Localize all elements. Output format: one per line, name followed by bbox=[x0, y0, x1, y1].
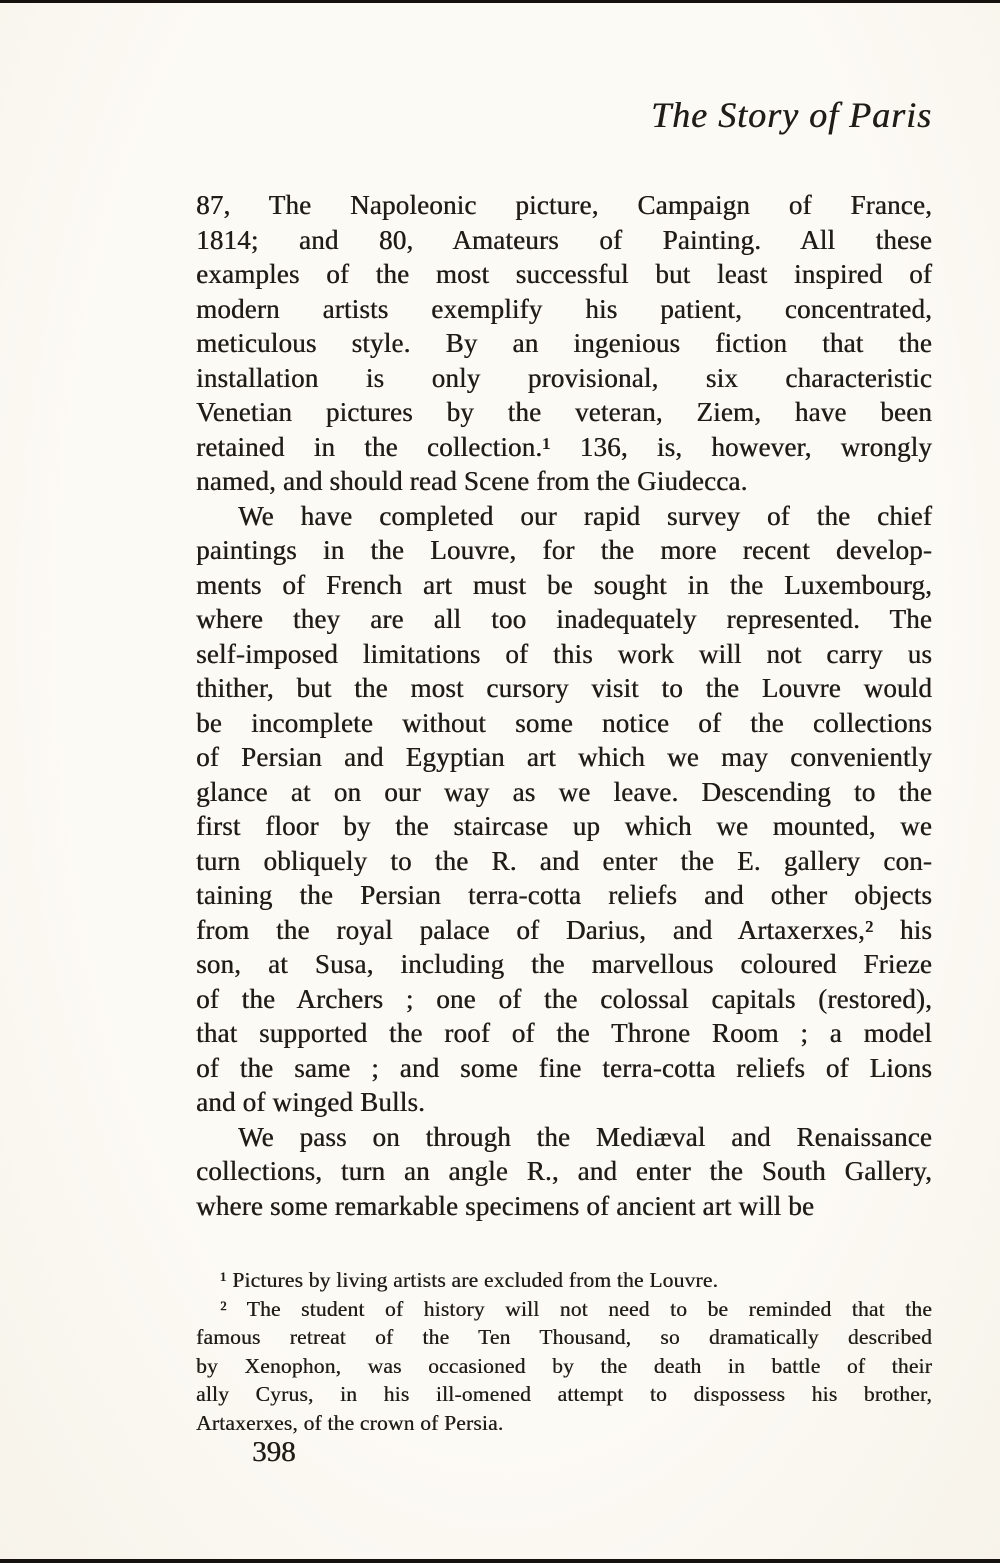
running-header: The Story of Paris bbox=[650, 95, 932, 135]
text-line: by Xenophon, was occasioned by the death in battle of their bbox=[196, 1353, 932, 1378]
text-line: installation is only provisional, six characteristic bbox=[196, 362, 932, 393]
text-line: meticulous style. By an ingenious fiction that the bbox=[196, 328, 932, 358]
text-line: retained in the collection.¹ 136, is, however, wrongly bbox=[196, 431, 932, 462]
paragraph bbox=[196, 499, 932, 1120]
text-line: ¹ Pictures by living artists are excluded from the Louvre. bbox=[220, 1268, 719, 1292]
scan-edge-bottom bbox=[0, 1559, 1000, 1563]
text-line: glance at on our way as we leave. Descending to the bbox=[196, 776, 932, 807]
text-line: from the royal palace of Darius, and Artaxerxes,² his bbox=[196, 914, 932, 945]
text-line: Venetian pictures by the veteran, Ziem, have been bbox=[196, 397, 932, 427]
text-line: first floor by the staircase up which we mounted, we bbox=[196, 811, 932, 841]
text-line: ² The student of history will not need to be reminded that the bbox=[220, 1296, 932, 1321]
text-line: 1814; and 80, Amateurs of Painting. All these bbox=[196, 224, 932, 255]
text-line: and of winged Bulls. bbox=[196, 1087, 425, 1117]
text-line: collections, turn an angle R., and enter the South Gallery, bbox=[196, 1156, 932, 1186]
text-line: Artaxerxes, of the crown of Persia. bbox=[196, 1410, 504, 1435]
text-line: of the same ; and some fine terra-cotta reliefs of Lions bbox=[196, 1052, 932, 1083]
text-line: modern artists exemplify his patient, concentrated, bbox=[196, 293, 932, 324]
paragraph bbox=[196, 1266, 932, 1295]
text-line: famous retreat of the Ten Thousand, so dramatically described bbox=[196, 1325, 932, 1349]
paragraph bbox=[196, 1120, 932, 1224]
text-line: paintings in the Louvre, for the more recent develop- bbox=[196, 535, 932, 565]
text-line: We have completed our rapid survey of the chief bbox=[238, 500, 932, 531]
text-line: be incomplete without some notice of the collections bbox=[196, 707, 932, 738]
text-line: of Persian and Egyptian art which we may conveniently bbox=[196, 742, 932, 772]
text-line: named, and should read Scene from the Giudecca. bbox=[196, 466, 748, 496]
paragraph bbox=[196, 1295, 932, 1438]
footnotes bbox=[196, 1266, 932, 1437]
text-line: that supported the roof of the Throne Room ; a model bbox=[196, 1018, 932, 1048]
text-line: ally Cyrus, in his ill-omened attempt to dispossess his brother, bbox=[196, 1382, 932, 1406]
scan-edge-top bbox=[0, 0, 1000, 3]
text-line: We pass on through the Mediæval and Renaissance bbox=[238, 1121, 932, 1152]
text-line: taining the Persian terra-cotta reliefs and other objects bbox=[196, 880, 932, 910]
text-line: where they are all too inadequately represented. The bbox=[196, 604, 932, 634]
text-line: examples of the most successful but least inspired of bbox=[196, 259, 932, 289]
text-line: ments of French art must be sought in the Luxembourg, bbox=[196, 569, 932, 600]
text-line: son, at Susa, including the marvellous coloured Frieze bbox=[196, 949, 932, 979]
text-line: self-imposed limitations of this work will not carry us bbox=[196, 638, 932, 669]
body-text bbox=[196, 188, 932, 1223]
page-number: 398 bbox=[252, 1436, 296, 1468]
text-line: 87, The Napoleonic picture, Campaign of France, bbox=[196, 190, 932, 220]
paragraph bbox=[196, 188, 932, 499]
text-line: where some remarkable specimens of ancient art will be bbox=[196, 1190, 815, 1221]
text-line: turn obliquely to the R. and enter the E. gallery con- bbox=[196, 845, 932, 876]
text-line: thither, but the most cursory visit to the Louvre would bbox=[196, 673, 932, 703]
text-line: of the Archers ; one of the colossal capitals (restored), bbox=[196, 983, 932, 1014]
